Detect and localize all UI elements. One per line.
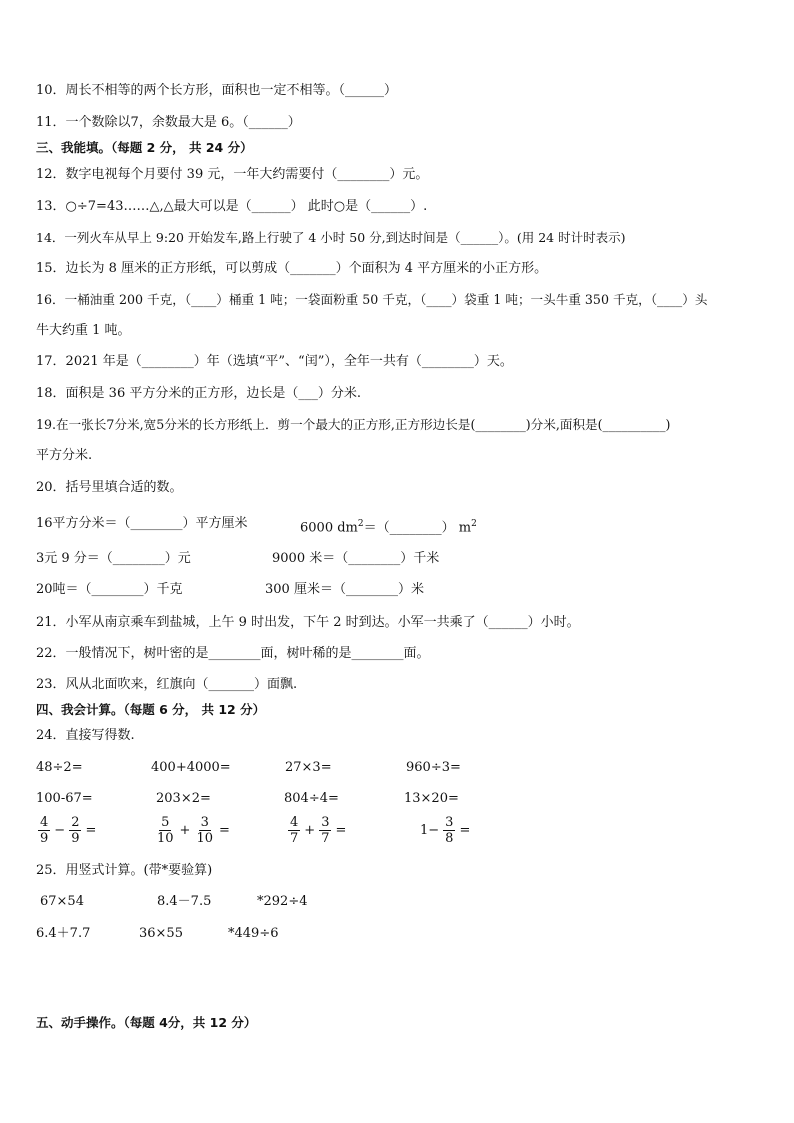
fraction: $\frac{5}{10}$ — [157, 815, 174, 846]
question-16-line-2: 牛大约重 1 吨。 — [36, 323, 131, 338]
q20-item-c: 3元 9 分＝（________）元 — [36, 551, 191, 566]
q20-item-d: 9000 米＝（________）千米 — [272, 551, 440, 566]
question-11: 11．一个数除以7，余数最大是 6。（______） — [36, 115, 301, 130]
section-5-heading: 五、动手操作。（每题 4分，共 12 分） — [36, 1015, 257, 1030]
q25-calc: 6.4＋7.7 — [36, 926, 91, 941]
q24-calc: 804÷4= — [284, 791, 339, 806]
fraction: $\frac{4}{7}$ — [290, 815, 299, 846]
fraction: $\frac{3}{8}$ — [445, 815, 454, 846]
question-12: 12．数字电视每个月要付 39 元，一年大约需要付（________）元。 — [36, 167, 429, 182]
fraction: $\frac{2}{9}$ — [71, 815, 80, 846]
question-24: 24．直接写得数. — [36, 728, 135, 743]
question-16-line-1: 16．一桶油重 200 千克，（____）桶重 1 吨；一袋面粉重 50 千克，（____）袋重 1 吨；一头牛重 350 千克，（____）头 — [36, 292, 708, 307]
question-14: 14．一列火车从早上 9:20 开始发车,路上行驶了 4 小时 50 分,到达时间是（______）。(用 24 时计时表示) — [36, 230, 626, 245]
fraction: $\frac{3}{10}$ — [196, 815, 213, 846]
fraction: $\frac{4}{9}$ — [40, 815, 49, 846]
question-18: 18．面积是 36 平方分米的正方形，边长是（___）分米. — [36, 386, 361, 401]
question-15: 15．边长为 8 厘米的正方形纸，可以剪成（_______）个面积为 4 平方厘米的小正方形。 — [36, 261, 548, 276]
question-13: 13．○÷7=43……△,△最大可以是（______） 此时○是（______）. — [36, 199, 428, 214]
q24-fraction-calc: 1− $\frac{3}{8}$ = — [420, 815, 471, 846]
question-22: 22．一般情况下，树叶密的是________面，树叶稀的是________面。 — [36, 646, 430, 661]
question-20: 20．括号里填合适的数。 — [36, 480, 183, 495]
q24-calc: 27×3= — [285, 760, 332, 775]
q25-calc: *449÷6 — [228, 926, 279, 941]
fraction: $\frac{3}{7}$ — [321, 815, 330, 846]
question-25: 25．用竖式计算。(带*要验算) — [36, 863, 213, 878]
q24-fraction-calc: $\frac{5}{10}$ + $\frac{3}{10}$ = — [157, 815, 230, 846]
q25-calc: 36×55 — [139, 926, 183, 941]
section-3-heading: 三、我能填。（每题 2 分， 共 24 分） — [36, 140, 253, 155]
question-10: 10．周长不相等的两个长方形，面积也一定不相等。（______） — [36, 83, 398, 98]
question-19-line-2: 平方分米. — [36, 448, 93, 463]
q24-fraction-calc: $\frac{4}{9}$ − $\frac{2}{9}$ = — [40, 815, 97, 846]
q25-calc: *292÷4 — [257, 894, 308, 909]
q24-calc: 203×2= — [156, 791, 211, 806]
q24-calc: 48÷2= — [36, 760, 83, 775]
question-21: 21．小军从南京乘车到盐城，上午 9 时出发，下午 2 时到达。小军一共乘了（______）小时。 — [36, 615, 580, 630]
q20-item-f: 300 厘米＝（________）米 — [265, 582, 424, 597]
q20-item-b: 6000 $dm^2=(\_\_\_\_\_\_\_\_)$ $m^2$ — [300, 519, 477, 536]
question-17: 17．2021 年是（________）年（选填“平”、“闰”），全年一共有（________）天。 — [36, 354, 513, 369]
q24-calc: 13×20= — [404, 791, 459, 806]
section-4-heading: 四、我会计算。（每题 6 分， 共 12 分） — [36, 702, 266, 717]
question-23: 23．风从北面吹来，红旗向（_______）面飘. — [36, 677, 298, 692]
q20-item-e: 20吨＝（________）千克 — [36, 582, 183, 597]
q20-item-a: 16平方分米＝（________）平方厘米 — [36, 516, 248, 531]
q24-calc: 100-67= — [36, 791, 93, 806]
q24-calc: 960÷3= — [406, 760, 461, 775]
q24-fraction-calc: $\frac{4}{7}$ + $\frac{3}{7}$ = — [290, 815, 347, 846]
q25-calc: 8.4－7.5 — [157, 894, 212, 909]
question-19-line-1: 19.在一张长7分米,宽5分米的长方形纸上．剪一个最大的正方形,正方形边长是(________)分米,面积是(__________) — [36, 417, 671, 432]
q24-calc: 400+4000= — [151, 760, 231, 775]
q25-calc: 67×54 — [40, 894, 84, 909]
